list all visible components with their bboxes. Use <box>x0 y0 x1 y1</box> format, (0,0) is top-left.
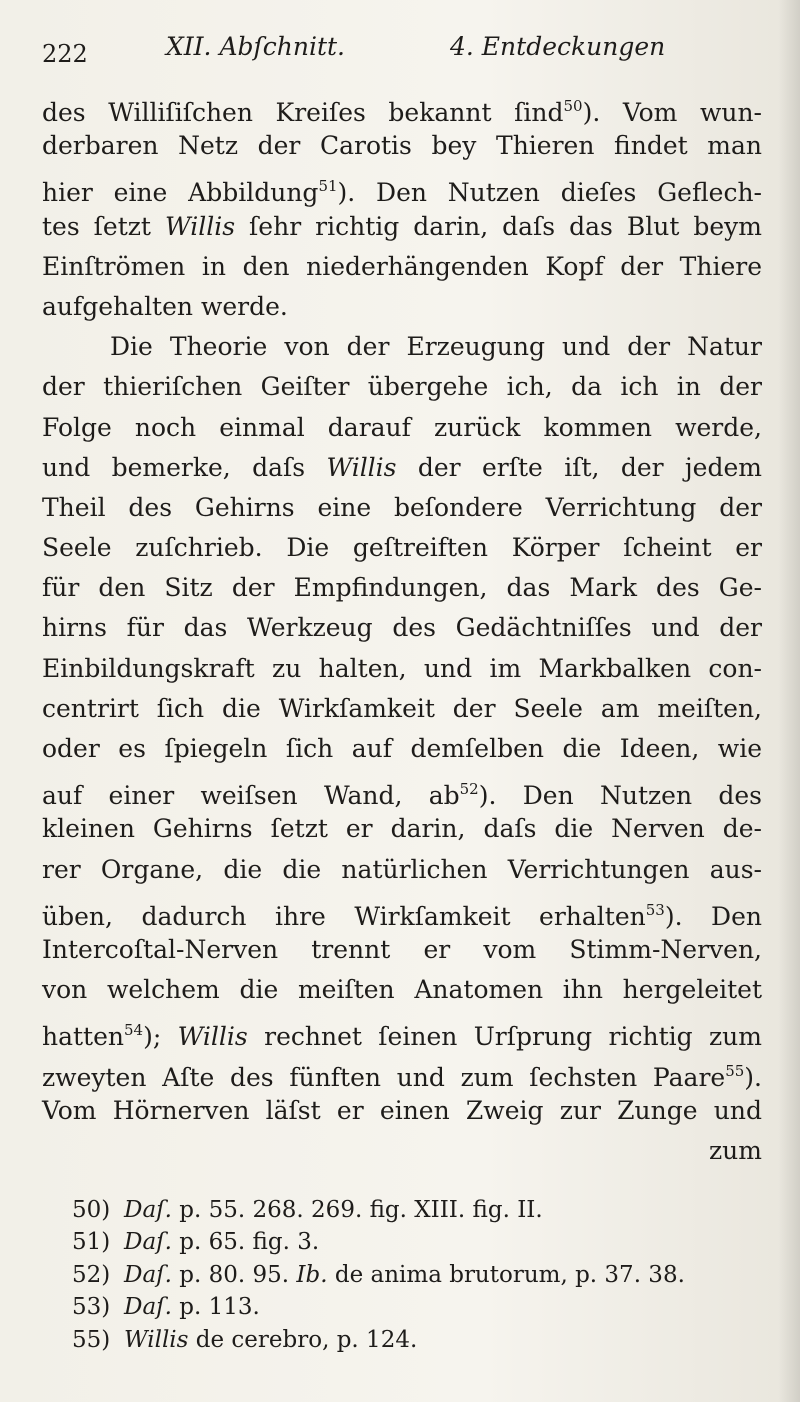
italic-name: Willis <box>164 211 236 241</box>
text-line <box>42 408 762 448</box>
footnote-number: 51) <box>72 1229 111 1256</box>
line-text: auf einer weiſsen Wand, ab <box>42 781 460 811</box>
line-text: der erſte iſt, der jedem <box>396 452 762 482</box>
footnote-text: p. 65. fig. 3. <box>171 1229 320 1256</box>
footnote-source: Willis <box>124 1326 189 1353</box>
line-text: ). Vom wun- <box>582 98 762 127</box>
footnote-source: Daſ. <box>124 1261 172 1288</box>
line-text: von welchem die meiſten Anatomen ihn hergeleitet <box>42 975 762 1005</box>
line-text: üben, dadurch ihre Wirkſamkeit erhalten <box>42 901 646 931</box>
topic-title: 4. Entdeckungen <box>450 32 666 61</box>
footnote-number: 52) <box>72 1261 111 1288</box>
page-number: 222 <box>42 40 88 68</box>
line-text: Einſtrömen in den niederhängenden Kopf der Thiere <box>42 251 762 281</box>
line-text: Seele zuſchrieb. Die geſtreiften Körper ſcheint er <box>42 533 762 563</box>
text-line <box>42 1091 762 1131</box>
footnote-number: 50) <box>72 1197 111 1223</box>
text-line <box>42 850 762 890</box>
text-line <box>42 930 762 970</box>
text-line <box>42 528 762 568</box>
line-text: tes ſetzt <box>42 211 165 241</box>
line-text: ſehr richtig darin, daſs das Blut beym <box>235 211 762 241</box>
footnote-text: p. 113. <box>171 1294 260 1321</box>
line-text: Intercoſtal-Nerven trennt er vom Stimm-Nerven, <box>42 934 762 964</box>
footnote-ref: 51 <box>318 177 338 196</box>
line-text: der thieriſchen Geiſter übergehe ich, da ich in der <box>42 372 762 402</box>
italic-name: Willis <box>177 1022 248 1052</box>
footnote-ref: 55 <box>725 1061 745 1080</box>
text-line <box>42 769 762 809</box>
footnote-number: 53) <box>72 1294 111 1321</box>
footnote-text: de cerebro, p. 124. <box>188 1326 418 1353</box>
page-edge-shadow <box>778 0 800 1402</box>
text-line <box>42 568 762 608</box>
line-text: centrirt ſich die Wirkſamkeit der Seele am meiſten, <box>42 693 762 723</box>
text-line <box>42 970 762 1010</box>
line-text: ). Den Nutzen des <box>478 781 762 811</box>
text-line <box>42 890 762 930</box>
line-text: zweyten Aſte des fünften und zum ſechsten Paare <box>42 1062 726 1092</box>
line-text: hatten <box>42 1022 124 1052</box>
text-line <box>42 1131 762 1171</box>
text-line <box>42 86 762 126</box>
text-line <box>42 809 762 849</box>
line-text: ). Den <box>664 901 762 931</box>
footnote-number: 55) <box>72 1326 111 1353</box>
footnote-ref: 54 <box>124 1021 144 1040</box>
footnotes <box>72 1194 762 1356</box>
footnote-source: Daſ. <box>124 1294 172 1321</box>
text-line <box>42 207 762 247</box>
line-text: für den Sitz der Empfindungen, das Mark des Ge- <box>42 573 762 603</box>
text-line <box>42 327 762 367</box>
running-header <box>42 28 742 68</box>
text-line <box>42 649 762 689</box>
line-text: Vom Hörnerven läſst er einen Zweig zur Zunge und <box>42 1095 762 1125</box>
line-text: rer Organe, die die natürlichen Verrichtungen aus- <box>42 854 762 884</box>
line-text: Theil des Gehirns eine beſondere Verrichtung der <box>42 492 762 522</box>
footnote-source: Ib. <box>296 1261 328 1288</box>
footnote-ref: 53 <box>645 900 665 919</box>
line-text: hier eine Abbildung <box>42 178 319 208</box>
footnote <box>72 1324 762 1356</box>
text-line <box>42 1010 762 1050</box>
text-line <box>42 287 762 327</box>
footnote-text: de anima brutorum, p. 37. 38. <box>327 1261 685 1288</box>
footnote <box>72 1226 762 1258</box>
line-text: und bemerke, daſs <box>42 452 327 482</box>
footnote-ref: 50 <box>563 97 583 115</box>
section-title: XII. Abſchnitt. <box>166 32 345 61</box>
line-text: ). <box>744 1062 762 1092</box>
line-text: derbaren Netz der Carotis bey Thieren findet man <box>42 131 762 161</box>
text-line <box>42 367 762 407</box>
text-line <box>42 1051 762 1091</box>
main-text <box>42 86 762 1171</box>
footnote <box>72 1259 762 1291</box>
line-text: ); <box>143 1022 178 1052</box>
line-text: hirns für das Werkzeug des Gedächtniſſes und der <box>42 613 762 643</box>
text-line <box>42 729 762 769</box>
text-line <box>42 448 762 488</box>
footnote-ref: 52 <box>459 780 479 799</box>
line-text: zum <box>709 1135 762 1165</box>
footnote-source: Daſ. <box>124 1229 172 1256</box>
line-text: Einbildungskraft zu halten, und im Markbalken con- <box>42 653 762 683</box>
line-text: oder es ſpiegeln ſich auf demſelben die Ideen, wie <box>42 734 762 763</box>
text-line <box>42 689 762 729</box>
footnote-text: p. 55. 268. 269. fig. XIII. fig. II. <box>171 1197 543 1223</box>
line-text: rechnet ſeinen Urſprung richtig zum <box>247 1022 762 1052</box>
footnote-source: Daſ. <box>124 1197 172 1223</box>
italic-name: Willis <box>326 452 397 482</box>
line-text: ). Den Nutzen dieſes Geflech- <box>337 178 762 208</box>
footnote <box>72 1291 762 1323</box>
line-text: des Williſiſchen Kreiſes bekannt ſind <box>42 98 564 127</box>
text-line <box>42 608 762 648</box>
footnote-text: p. 80. 95. <box>171 1261 297 1288</box>
line-text: kleinen Gehirns ſetzt er darin, daſs die Nerven de- <box>42 814 762 844</box>
line-text: Folge noch einmal darauf zurück kommen werde, <box>42 412 762 442</box>
line-text: aufgehalten werde. <box>42 291 288 321</box>
footnote <box>72 1194 762 1226</box>
text-line <box>42 247 762 287</box>
text-line <box>42 488 762 528</box>
line-text: Die Theorie von der Erzeugung und der Natur <box>110 332 762 362</box>
text-line <box>42 126 762 166</box>
text-line <box>42 166 762 206</box>
